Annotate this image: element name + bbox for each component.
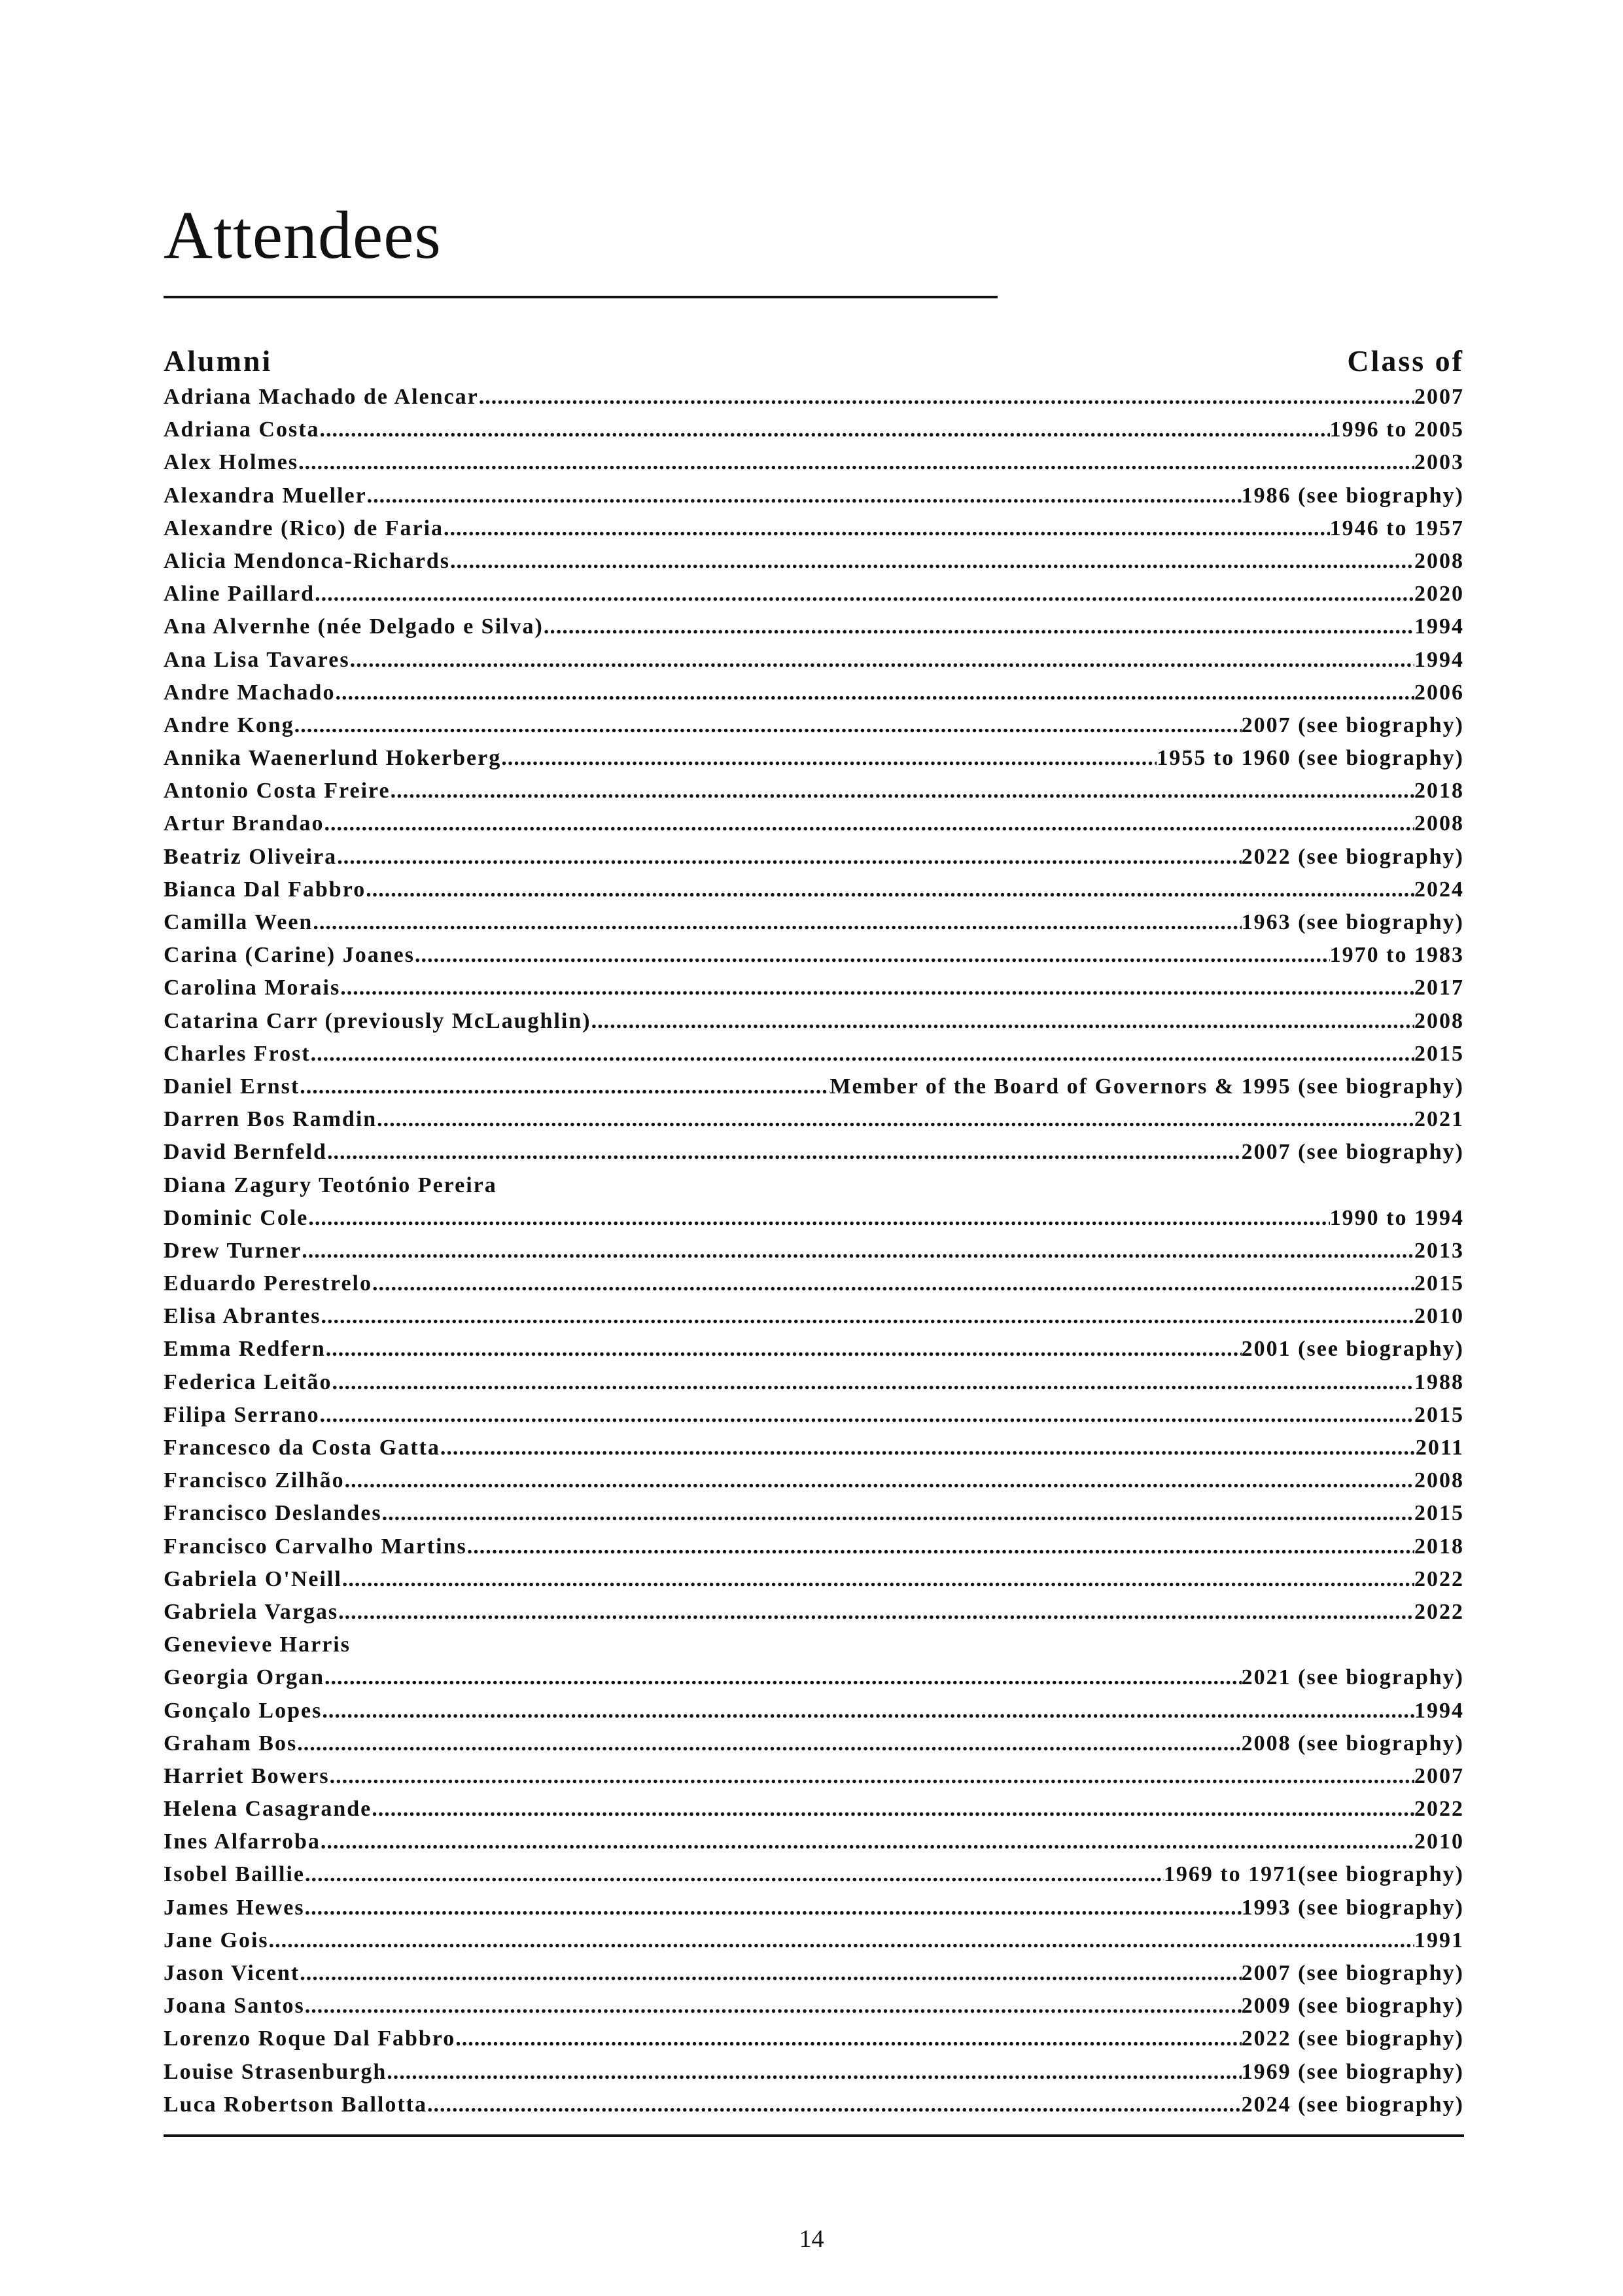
attendee-class-of: 1963 (see biography) <box>1241 910 1464 934</box>
attendee-name: David Bernfeld <box>164 1140 327 1165</box>
dot-leader <box>305 1896 1242 1920</box>
attendee-row <box>164 1928 1464 1961</box>
list-header <box>164 344 1464 383</box>
attendee-row <box>164 417 1464 450</box>
attendee-row <box>164 1862 1464 1895</box>
dot-leader <box>544 614 1414 639</box>
attendee-row <box>164 877 1464 910</box>
attendee-row <box>164 385 1464 417</box>
attendee-class-of: 1969 to 1971(see biography) <box>1163 1862 1464 1887</box>
dot-leader <box>345 1468 1414 1493</box>
attendee-class-of: 1988 <box>1414 1369 1464 1394</box>
attendee-class-of: 1970 to 1983 <box>1329 943 1464 968</box>
attendee-class-of: 1986 (see biography) <box>1241 483 1464 508</box>
attendee-class-of: Member of the Board of Governors & 1995 (see biography) <box>829 1074 1464 1099</box>
dot-leader <box>415 943 1330 968</box>
attendee-row <box>164 1140 1464 1173</box>
attendee-class-of: 2010 <box>1414 1829 1464 1854</box>
attendee-class-of: 2022 (see biography) <box>1241 844 1464 869</box>
attendee-name: Dominic Cole <box>164 1205 309 1230</box>
attendee-row <box>164 1567 1464 1600</box>
attendee-name: Carina (Carine) Joanes <box>164 943 415 968</box>
dot-leader <box>372 1271 1414 1296</box>
attendee-list <box>164 385 1464 2125</box>
attendee-name: Aline Paillard <box>164 582 315 607</box>
attendee-class-of: 1996 to 2005 <box>1329 417 1464 442</box>
attendee-row <box>164 1699 1464 1731</box>
attendee-row <box>164 943 1464 976</box>
attendee-class-of: 2011 <box>1415 1436 1464 1460</box>
attendee-class-of: 2015 <box>1414 1501 1464 1526</box>
dot-leader <box>450 549 1414 574</box>
attendee-class-of: 2008 <box>1414 548 1464 573</box>
attendee-row <box>164 811 1464 844</box>
bottom-divider <box>164 2134 1464 2137</box>
attendee-row <box>164 1403 1464 1436</box>
dot-leader <box>387 2060 1241 2085</box>
attendee-name: Jason Vicent <box>164 1961 300 1985</box>
attendee-class-of: 2022 (see biography) <box>1241 2026 1464 2051</box>
attendee-class-of: 1955 to 1960 (see biography) <box>1157 746 1464 771</box>
attendee-row <box>164 582 1464 614</box>
attendee-row <box>164 516 1464 549</box>
attendee-name: Beatriz Oliveira <box>164 844 338 869</box>
dot-leader <box>305 1994 1242 2019</box>
attendee-name: Francisco Carvalho Martins <box>164 1534 467 1559</box>
attendee-name: Gabriela O'Neill <box>164 1566 342 1591</box>
attendee-name: Graham Bos <box>164 1731 298 1756</box>
dot-leader <box>300 1074 829 1099</box>
attendee-class-of: 2008 (see biography) <box>1241 1731 1464 1756</box>
attendee-name: Artur Brandao <box>164 811 324 836</box>
attendee-name: Andre Kong <box>164 713 294 737</box>
attendee-class-of: 2008 <box>1414 811 1464 836</box>
attendee-class-of: 1993 (see biography) <box>1241 1895 1464 1920</box>
attendee-row <box>164 713 1464 746</box>
attendee-row <box>164 1501 1464 1534</box>
dot-leader <box>427 2093 1242 2117</box>
attendee-name: Luca Robertson Ballotta <box>164 2092 427 2117</box>
dot-leader <box>372 1797 1414 1822</box>
attendee-name: James Hewes <box>164 1895 305 1920</box>
attendee-name: Joana Santos <box>164 1994 305 2019</box>
attendee-row <box>164 1042 1464 1074</box>
attendee-name: Elisa Abrantes <box>164 1304 321 1329</box>
dot-leader <box>294 713 1242 738</box>
attendee-class-of: 2006 <box>1414 680 1464 705</box>
dot-leader <box>269 1928 1414 1953</box>
dot-leader <box>367 484 1242 508</box>
attendee-class-of: 1994 <box>1414 1698 1464 1723</box>
dot-leader <box>338 1600 1414 1625</box>
attendee-class-of: 2024 (see biography) <box>1241 2092 1464 2117</box>
attendee-name: Gabriela Vargas <box>164 1599 339 1624</box>
attendee-name: Genevieve Harris <box>164 1633 351 1657</box>
dot-leader <box>342 1567 1414 1592</box>
attendee-row <box>164 2093 1464 2125</box>
attendee-class-of: 2022 <box>1414 1566 1464 1591</box>
attendee-row <box>164 1961 1464 1994</box>
dot-leader <box>591 1009 1414 1034</box>
dot-leader <box>324 811 1414 836</box>
attendee-name: Harriet Bowers <box>164 1763 330 1788</box>
attendee-name: Helena Casagrande <box>164 1797 372 1822</box>
attendee-name: Francisco Deslandes <box>164 1501 382 1526</box>
attendee-row <box>164 910 1464 943</box>
attendee-class-of: 2020 <box>1414 582 1464 607</box>
dot-leader <box>298 450 1414 475</box>
dot-leader <box>330 1764 1414 1789</box>
attendee-class-of: 2007 (see biography) <box>1241 1140 1464 1165</box>
dot-leader <box>501 746 1157 771</box>
attendee-name: Isobel Baillie <box>164 1862 305 1887</box>
attendee-row <box>164 549 1464 582</box>
attendee-class-of: 1991 <box>1414 1928 1464 1952</box>
attendee-class-of: 1994 <box>1414 614 1464 639</box>
attendee-class-of: 1946 to 1957 <box>1329 516 1464 540</box>
attendee-row <box>164 1239 1464 1271</box>
attendee-row <box>164 976 1464 1008</box>
attendee-row <box>164 1534 1464 1567</box>
attendee-name: Emma Redfern <box>164 1337 326 1362</box>
attendee-row <box>164 2060 1464 2093</box>
alumni-column-header: Alumni <box>164 344 273 378</box>
attendee-class-of: 2022 <box>1414 1797 1464 1822</box>
dot-leader <box>297 1731 1241 1756</box>
attendee-class-of: 2015 <box>1414 1271 1464 1296</box>
attendee-name: Darren Bos Ramdin <box>164 1107 377 1132</box>
attendee-row <box>164 1600 1464 1633</box>
attendee-class-of: 2007 (see biography) <box>1241 1961 1464 1985</box>
dot-leader <box>444 516 1330 541</box>
dot-leader <box>324 1665 1242 1690</box>
dot-leader <box>321 1829 1414 1854</box>
attendee-name: Louise Strasenburgh <box>164 2059 387 2084</box>
attendee-class-of: 2024 <box>1414 877 1464 902</box>
attendee-name: Alexandre (Rico) de Faria <box>164 516 444 540</box>
attendee-row <box>164 1896 1464 1928</box>
attendee-name: Ines Alfarroba <box>164 1829 321 1854</box>
dot-leader <box>366 877 1414 902</box>
attendee-name: Eduardo Perestrelo <box>164 1271 372 1296</box>
attendee-class-of: 2015 <box>1414 1041 1464 1066</box>
attendee-row <box>164 1994 1464 2026</box>
attendee-row <box>164 1829 1464 1862</box>
dot-leader <box>335 680 1414 705</box>
attendee-row <box>164 1468 1464 1501</box>
attendee-class-of: 1969 (see biography) <box>1241 2059 1464 2084</box>
attendee-row <box>164 450 1464 483</box>
attendee-name: Federica Leitão <box>164 1369 332 1394</box>
dot-leader <box>391 779 1414 804</box>
attendee-row <box>164 1337 1464 1369</box>
dot-leader <box>326 1337 1242 1362</box>
dot-leader <box>382 1501 1414 1526</box>
attendee-name: Alexandra Mueller <box>164 483 367 508</box>
attendee-row <box>164 484 1464 516</box>
attendee-row <box>164 648 1464 680</box>
dot-leader <box>350 648 1414 673</box>
attendee-name: Ana Lisa Tavares <box>164 647 350 672</box>
attendee-class-of: 2013 <box>1414 1238 1464 1263</box>
attendee-name: Adriana Costa <box>164 417 320 442</box>
dot-leader <box>321 1304 1414 1329</box>
attendee-name: Drew Turner <box>164 1238 302 1263</box>
dot-leader <box>455 2026 1241 2051</box>
attendee-row <box>164 1074 1464 1107</box>
dot-leader <box>332 1370 1414 1395</box>
dot-leader <box>302 1239 1414 1263</box>
attendee-class-of: 2018 <box>1414 779 1464 804</box>
attendee-row <box>164 680 1464 713</box>
class-of-column-header: Class of <box>1347 344 1464 378</box>
page-number: 14 <box>799 2225 824 2253</box>
dot-leader <box>440 1436 1416 1460</box>
dot-leader <box>337 845 1241 870</box>
attendee-name: Alicia Mendonca-Richards <box>164 548 451 573</box>
attendee-row <box>164 1665 1464 1698</box>
attendee-class-of: 2018 <box>1414 1534 1464 1559</box>
attendee-row <box>164 1436 1464 1468</box>
attendee-row <box>164 1271 1464 1304</box>
attendee-name: Bianca Dal Fabbro <box>164 877 366 902</box>
attendee-name: Adriana Machado de Alencar <box>164 385 479 409</box>
attendee-class-of: 2009 (see biography) <box>1241 1994 1464 2019</box>
title-underline <box>164 296 998 298</box>
dot-leader <box>467 1534 1414 1559</box>
attendee-name: Camilla Ween <box>164 910 313 934</box>
attendee-class-of: 2008 <box>1414 1008 1464 1033</box>
attendee-class-of: 2022 <box>1414 1599 1464 1624</box>
attendee-name: Francisco Zilhão <box>164 1468 345 1493</box>
attendee-row <box>164 1797 1464 1829</box>
attendee-row <box>164 1206 1464 1239</box>
attendee-class-of: 2010 <box>1414 1304 1464 1329</box>
attendee-name: Charles Frost <box>164 1041 311 1066</box>
attendee-name: Francesco da Costa Gatta <box>164 1436 440 1460</box>
attendee-row <box>164 845 1464 877</box>
attendee-row <box>164 1764 1464 1797</box>
attendee-row <box>164 2026 1464 2059</box>
attendee-row <box>164 1304 1464 1337</box>
attendee-row <box>164 779 1464 811</box>
attendee-class-of: 2007 (see biography) <box>1241 713 1464 737</box>
attendee-row <box>164 1009 1464 1042</box>
attendee-name: Jane Gois <box>164 1928 269 1952</box>
dot-leader <box>377 1107 1414 1132</box>
attendee-row <box>164 1107 1464 1140</box>
attendee-row <box>164 1173 1464 1206</box>
dot-leader <box>340 976 1414 1000</box>
attendee-row <box>164 1633 1464 1665</box>
attendee-row <box>164 1370 1464 1403</box>
dot-leader <box>327 1140 1242 1165</box>
dot-leader <box>313 910 1241 935</box>
attendee-name: Diana Zagury Teotónio Pereira <box>164 1173 497 1197</box>
dot-leader <box>300 1961 1241 1986</box>
attendee-name: Georgia Organ <box>164 1665 325 1690</box>
attendee-name: Andre Machado <box>164 680 336 705</box>
page-title: Attendees <box>164 198 442 273</box>
attendee-name: Antonio Costa Freire <box>164 779 391 804</box>
attendee-class-of: 1990 to 1994 <box>1329 1205 1464 1230</box>
attendee-name: Catarina Carr (previously McLaughlin) <box>164 1008 591 1033</box>
attendee-class-of: 2007 <box>1414 385 1464 409</box>
attendee-name: Gonçalo Lopes <box>164 1698 323 1723</box>
attendee-row <box>164 746 1464 779</box>
attendee-class-of: 1994 <box>1414 647 1464 672</box>
attendee-class-of: 2015 <box>1414 1402 1464 1427</box>
dot-leader <box>320 417 1330 442</box>
attendee-name: Carolina Morais <box>164 976 341 1000</box>
attendee-name: Daniel Ernst <box>164 1074 300 1099</box>
attendee-row <box>164 614 1464 647</box>
attendee-class-of: 2021 (see biography) <box>1241 1665 1464 1690</box>
attendee-class-of: 2007 <box>1414 1763 1464 1788</box>
attendee-class-of: 2008 <box>1414 1468 1464 1493</box>
attendee-class-of: 2001 (see biography) <box>1241 1337 1464 1362</box>
attendee-name: Annika Waenerlund Hokerberg <box>164 746 502 771</box>
dot-leader <box>308 1206 1329 1231</box>
attendee-class-of: 2021 <box>1414 1107 1464 1132</box>
dot-leader <box>320 1403 1414 1428</box>
attendee-row <box>164 1731 1464 1764</box>
dot-leader <box>305 1862 1164 1887</box>
dot-leader <box>322 1699 1414 1723</box>
dot-leader <box>315 582 1414 607</box>
dot-leader <box>311 1042 1414 1067</box>
attendee-name: Filipa Serrano <box>164 1402 320 1427</box>
attendee-name: Alex Holmes <box>164 450 299 475</box>
attendee-name: Ana Alvernhe (née Delgado e Silva) <box>164 614 544 639</box>
attendee-class-of: 2017 <box>1414 976 1464 1000</box>
dot-leader <box>479 385 1414 410</box>
attendee-name: Lorenzo Roque Dal Fabbro <box>164 2026 456 2051</box>
attendee-class-of: 2003 <box>1414 450 1464 475</box>
